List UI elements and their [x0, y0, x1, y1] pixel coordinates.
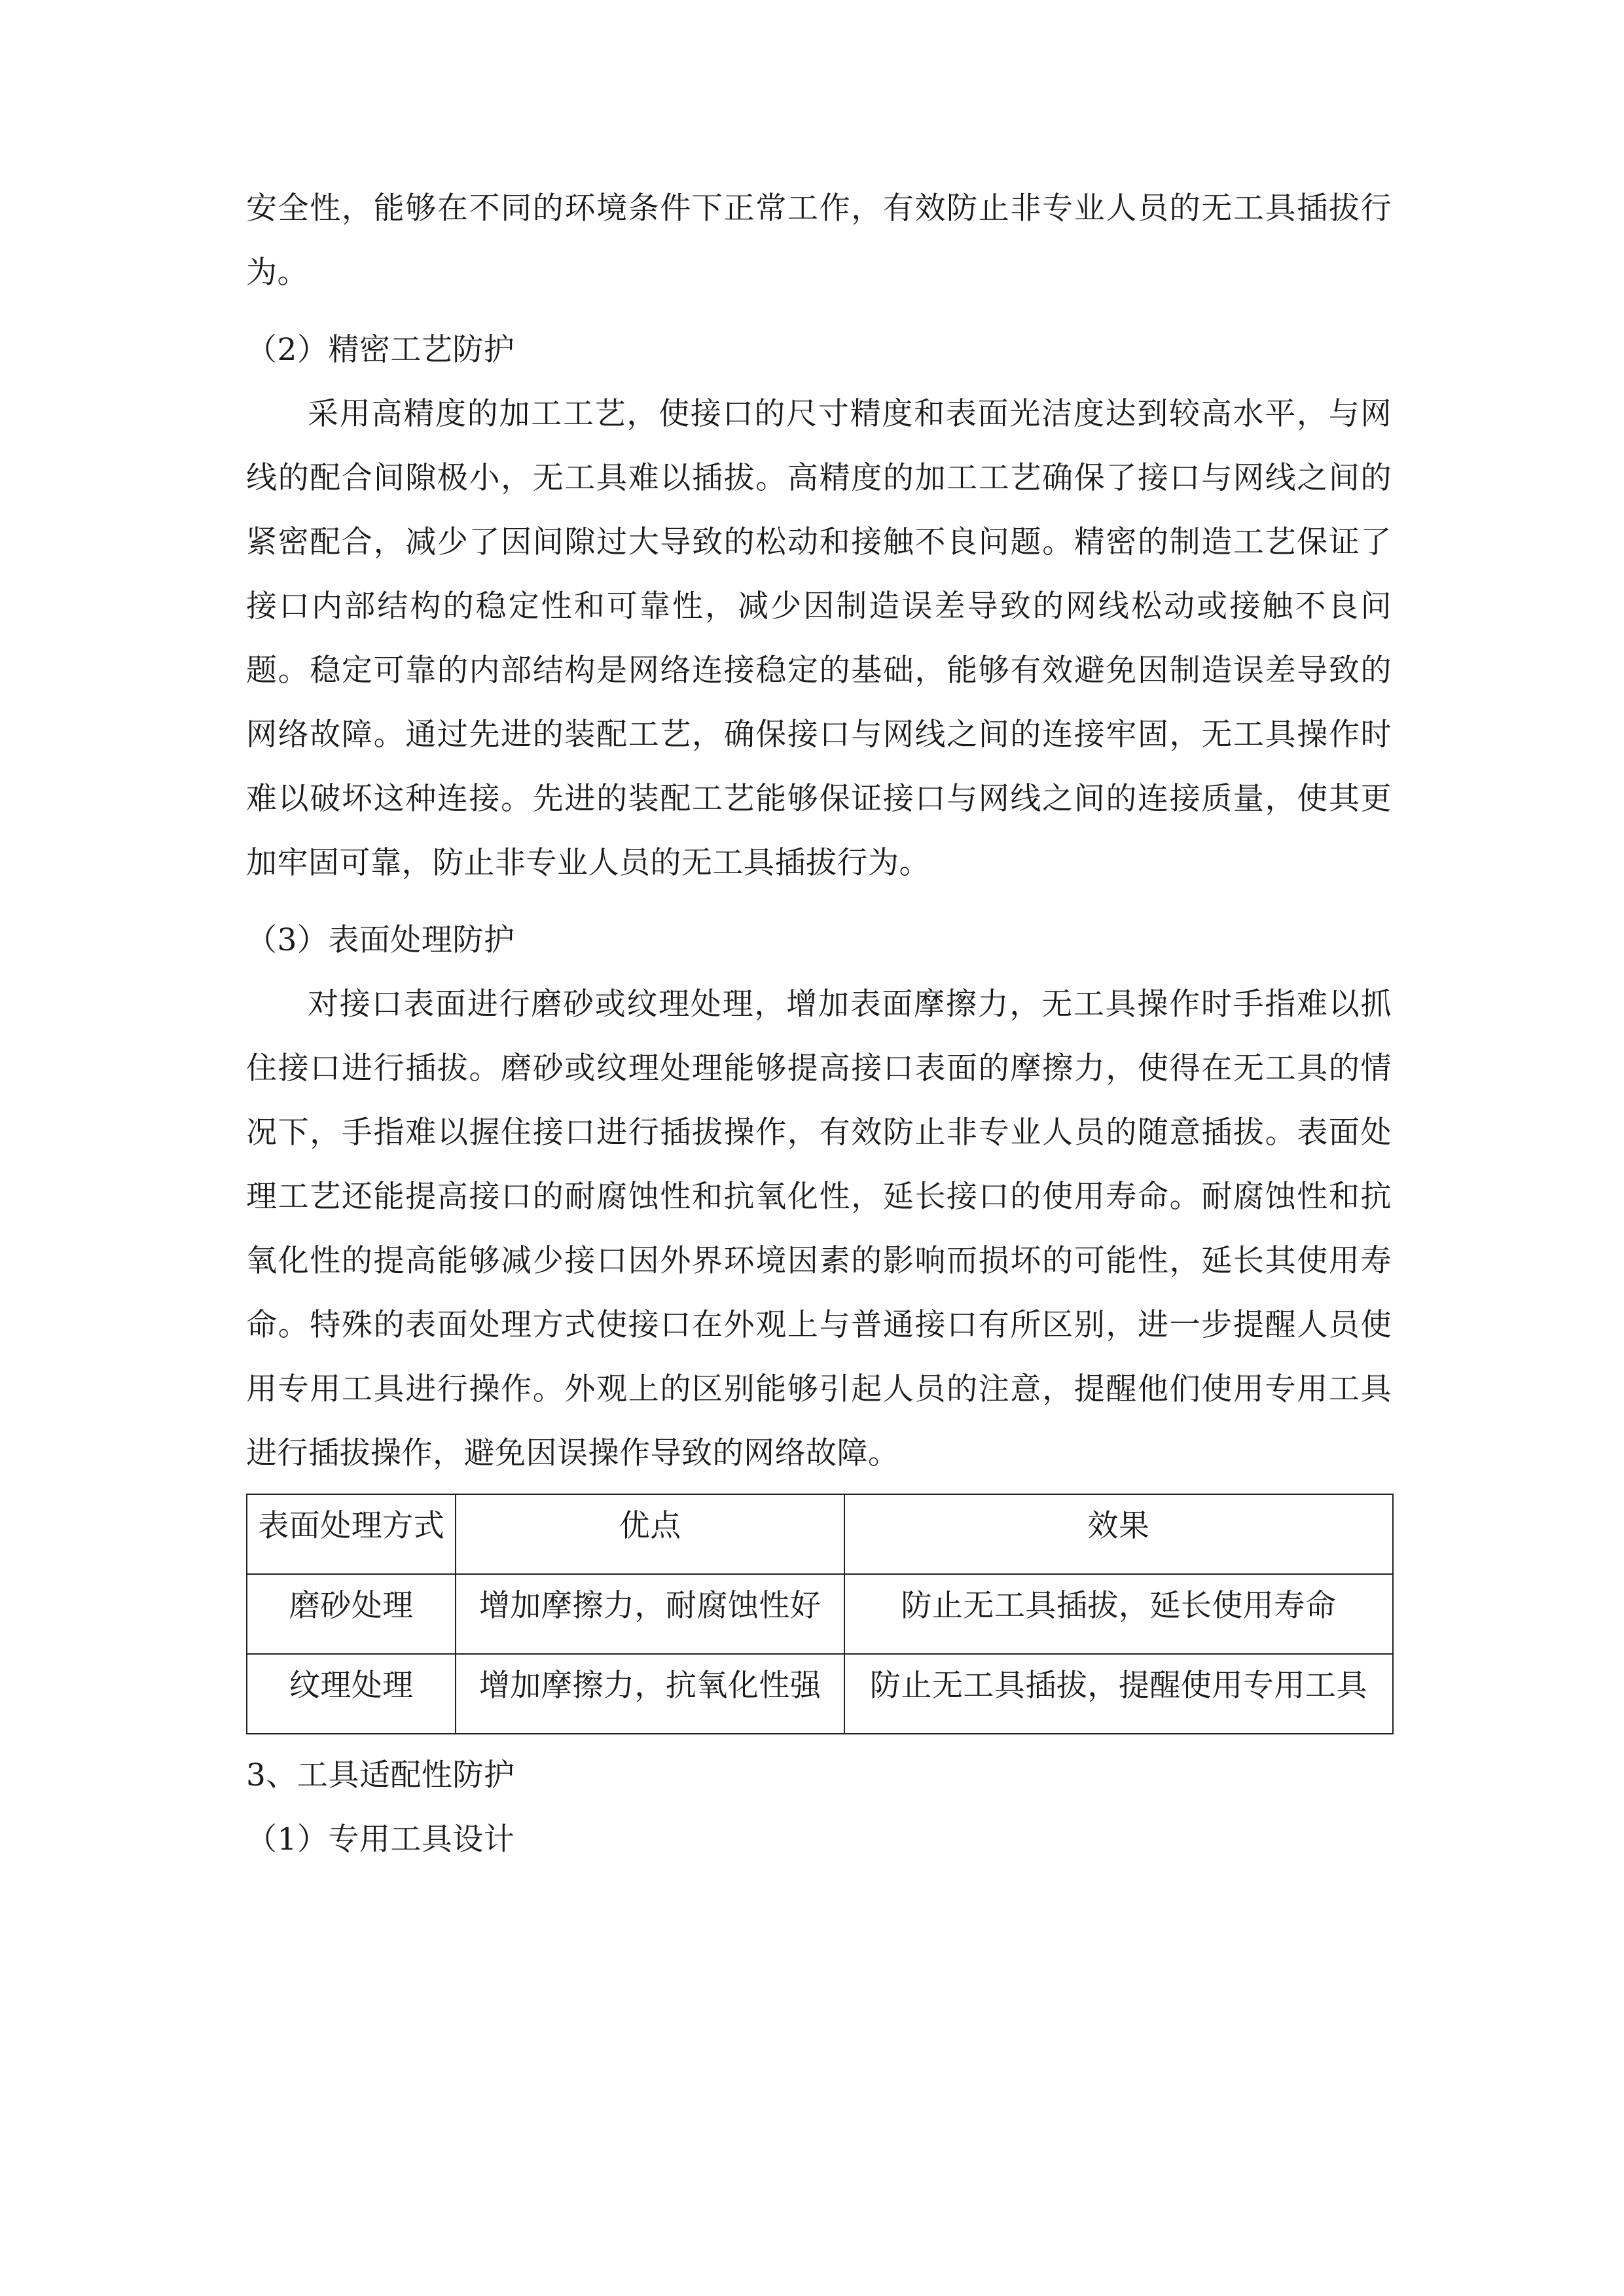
heading-dedicated-tool-design: （1）专用工具设计 — [246, 1821, 515, 1857]
table-header-cell: 表面处理方式 — [247, 1494, 456, 1574]
surface-treatment-table — [246, 1494, 1394, 1734]
table-cell: 磨砂处理 — [247, 1574, 456, 1654]
document-page — [246, 177, 1392, 1872]
table-cell: 防止无工具插拔，延长使用寿命 — [844, 1574, 1393, 1654]
table-cell: 增加摩擦力，抗氧化性强 — [456, 1654, 844, 1734]
paragraph-precision-process: 采用高精度的加工工艺，使接口的尺寸精度和表面光洁度达到较高水平，与网线的配合间隙极小，无工具难以插拔。高精度的加工工艺确保了接口与网线之间的紧密配合，减少了因间隙过大导致的松动和接触不良问题。精密的制造工艺保证了接口内部结构的稳定性和可靠性，减少因制造误差导致的网线松动或接触不良问题。稳定可靠的内部结构是网络连接稳定的基础，能够有效避免因制造误差导致的网络故障。通过先进的装配工艺，确保接口与网线之间的连接牢固，无工具操作时难以破坏这种连接。先进的装配工艺能够保证接口与网线之间的连接质量，使其更加牢固可靠，防止非专业人员的无工具插拔行为。 — [246, 396, 1392, 881]
table-cell: 增加摩擦力，耐腐蚀性好 — [456, 1574, 844, 1654]
heading-tool-adaptation: 3、工具适配性防护 — [246, 1757, 515, 1793]
heading-surface-treatment: （3）表面处理防护 — [246, 922, 515, 958]
paragraph-continuation: 安全性，能够在不同的环境条件下正常工作，有效防止非专业人员的无工具插拔行为。 — [246, 190, 1392, 291]
table-row — [247, 1654, 1393, 1734]
table-cell: 纹理处理 — [247, 1654, 456, 1734]
table-row — [247, 1574, 1393, 1654]
heading-precision-process: （2）精密工艺防护 — [246, 332, 515, 368]
table-header-row — [247, 1494, 1393, 1574]
table-header-cell: 优点 — [456, 1494, 844, 1574]
paragraph-surface-treatment: 对接口表面进行磨砂或纹理处理，增加表面摩擦力，无工具操作时手指难以抓住接口进行插拔。磨砂或纹理处理能够提高接口表面的摩擦力，使得在无工具的情况下，手指难以握住接口进行插拔操作，有效防止非专业人员的随意插拔。表面处理工艺还能提高接口的耐腐蚀性和抗氧化性，延长接口的使用寿命。耐腐蚀性和抗氧化性的提高能够减少接口因外界环境因素的影响而损坏的可能性，延长其使用寿命。特殊的表面处理方式使接口在外观上与普通接口有所区别，进一步提醒人员使用专用工具进行操作。外观上的区别能够引起人员的注意，提醒他们使用专用工具进行插拔操作，避免因误操作导致的网络故障。 — [246, 986, 1392, 1471]
table-header-cell: 效果 — [844, 1494, 1393, 1574]
table-cell: 防止无工具插拔，提醒使用专用工具 — [844, 1654, 1393, 1734]
